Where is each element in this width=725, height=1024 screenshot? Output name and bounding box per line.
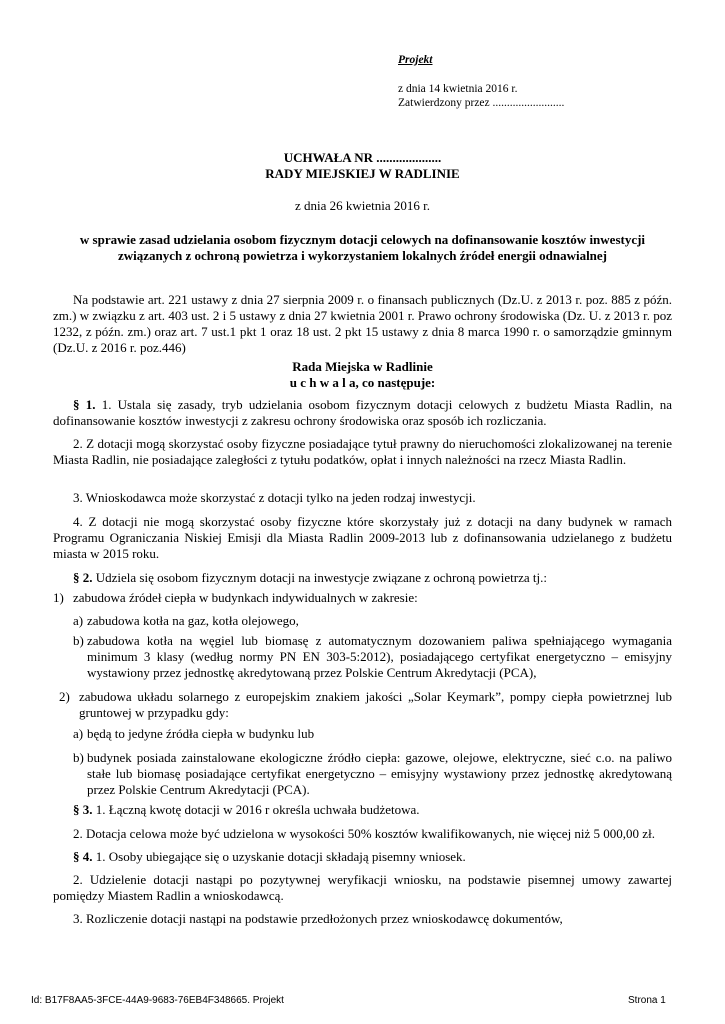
list-item-2b-text: budynek posiada zainstalowane ekologiczne źródło ciepła: gazowe, olejowe, elektryczne, sieć c.o. na paliwo stałe lub biomasę posiadające certyfikat energetyczno – emisyjny wystawiony przez jednostkę akredytowaną przez Polskie Centrum Akredytacji (PCA). [87, 750, 672, 797]
list-item-1a-label: a) [73, 613, 84, 628]
projekt-label: Projekt [398, 54, 433, 66]
list-item-2-text: zabudowa układu solarnego z europejskim znakiem jakości „Solar Keymark”, pompy ciepła powietrznej lub gruntowej w przypadku gdy: [79, 689, 672, 720]
list-item-1-text: zabudowa źródeł ciepła w budynkach indywidualnych w zakresie: [73, 590, 418, 605]
draft-date: z dnia 14 kwietnia 2016 r. [398, 83, 518, 95]
document-id: Id: B17F8AA5-3FCE-44A9-9683-76EB4F348665. Projekt [31, 995, 284, 1006]
list-item-2a [73, 726, 672, 742]
section-1-para-3: 3. Wnioskodawca może skorzystać z dotacji tylko na jeden rodzaj inwestycji. [73, 490, 476, 505]
list-item-1b-label: b) [73, 633, 84, 648]
subject-line-1: w sprawie zasad udzielania osobom fizycznym dotacji celowych na dofinansowanie kosztów inwestycji [79, 232, 646, 247]
section-4-para-2: 2. Udzielenie dotacji nastąpi po pozytywnej weryfikacji wniosku, na podstawie pisemnej umowy zawartej pomiędzy Miastem Radlin a wnioskodawcą. [53, 872, 672, 903]
list-item-1a-text: zabudowa kotła na gaz, kotła olejowego, [87, 613, 299, 628]
section-4-text-1: 1. Osoby ubiegające się o uzyskanie dotacji składają pisemny wniosek. [92, 849, 466, 864]
section-1-para-2: 2. Z dotacji mogą skorzystać osoby fizyczne posiadające tytuł prawny do nieruchomości zlokalizowanej na terenie Miasta Radlin, nie posiadające zaległości z tytułu podatków, opłat i innych należności na rzecz Miasta Radlin. [53, 436, 672, 467]
section-1-text-1: 1. Ustala się zasady, tryb udzielania osobom fizycznym dotacji celowych z budżetu Miasta Radlin, na dofinansowanie kosztów inwestycji z zakresu ochrony środowiska oraz sposób ich rozliczania. [53, 397, 672, 428]
list-item-1b [73, 633, 672, 681]
section-3-para-1 [53, 802, 672, 818]
section-4-para-3: 3. Rozliczenie dotacji nastąpi na podstawie przedłożonych przez wnioskodawcę dokumentów, [73, 911, 563, 926]
list-item-2a-text: będą to jedyne źródła ciepła w budynku lub [87, 726, 315, 741]
section-1-para-4: 4. Z dotacji nie mogą skorzystać osoby fizyczne które skorzystały już z dotacji na dany budynek w ramach Programu Ograniczania Niskiej Emisji dla Miasta Radlin 2009-2013 lub z dofinansowania udzielanego z budżetu miasta w 2015 roku. [53, 514, 672, 561]
list-item-2a-label: a) [73, 726, 84, 741]
section-3-para-2: 2. Dotacja celowa może być udzielona w wysokości 50% kosztów kwalifikowanych, nie więcej niż 5 000,00 zł. [73, 826, 655, 841]
approved-by: Zatwierdzony przez ......................... [398, 97, 565, 109]
resolution-heading-1: Rada Miejska w Radlinie [292, 359, 433, 374]
page-number: Strona 1 [628, 995, 666, 1006]
section-2-mark: § 2. [73, 570, 93, 585]
subject-line-2: związanych z ochroną powietrza i wykorzystaniem lokalnych źródeł energii odnawialnej [117, 248, 608, 263]
list-item-1b-text: zabudowa kotła na węgiel lub biomasę z automatycznym dozowaniem paliwa spełniającego wymagania minimum 3 klasy (według normy PN EN 303-5:2012), posiadającego certyfikat energetyczno – emisyjny wystawiony przez jednostkę akredytowaną przez Polskie Centrum Akredytacji (PCA), [87, 633, 672, 680]
council-name: RADY MIEJSKIEJ W RADLINIE [265, 166, 460, 181]
section-3-text-1: 1. Łączną kwotę dotacji w 2016 r określa uchwała budżetowa. [92, 802, 420, 817]
resolution-number: UCHWAŁA NR .................... [283, 150, 442, 165]
list-item-2b [73, 750, 672, 798]
section-2-intro [53, 570, 672, 586]
list-item-2-label: 2) [59, 689, 70, 704]
preamble: Na podstawie art. 221 ustawy z dnia 27 sierpnia 2009 r. o finansach publicznych (Dz.U. z 2013 r. poz. 885 z późn. zm.) w związku z art. 403 ust. 2 i 5 ustawy z dnia 27 kwietnia 2001 r. Prawo ochrony środowiska (Dz. U. z 2013 r. poz 1232, z późn. zm.) oraz art. 7 ust.1 pkt 1 oraz 18 ust. 2 pkt 15 ustawy z dnia 8 marca 1990 r. o samorządzie gminnym (Dz.U. z 2016 r. poz.446) [53, 292, 672, 355]
section-3-mark: § 3. [73, 802, 93, 817]
section-4-para-1 [53, 849, 672, 865]
list-item-1 [53, 590, 672, 606]
list-item-2 [59, 689, 672, 721]
section-2-text: Udziela się osobom fizycznym dotacji na inwestycje związane z ochroną powietrza tj.: [92, 570, 547, 585]
resolution-date: z dnia 26 kwietnia 2016 r. [294, 198, 431, 213]
list-item-2b-label: b) [73, 750, 84, 765]
list-item-1-label: 1) [53, 590, 64, 605]
list-item-1a [73, 613, 672, 629]
section-1-mark: § 1. [73, 397, 96, 412]
resolution-heading-2: u c h w a l a, co następuje: [289, 375, 436, 390]
section-4-mark: § 4. [73, 849, 93, 864]
section-1-para-1 [53, 397, 672, 429]
